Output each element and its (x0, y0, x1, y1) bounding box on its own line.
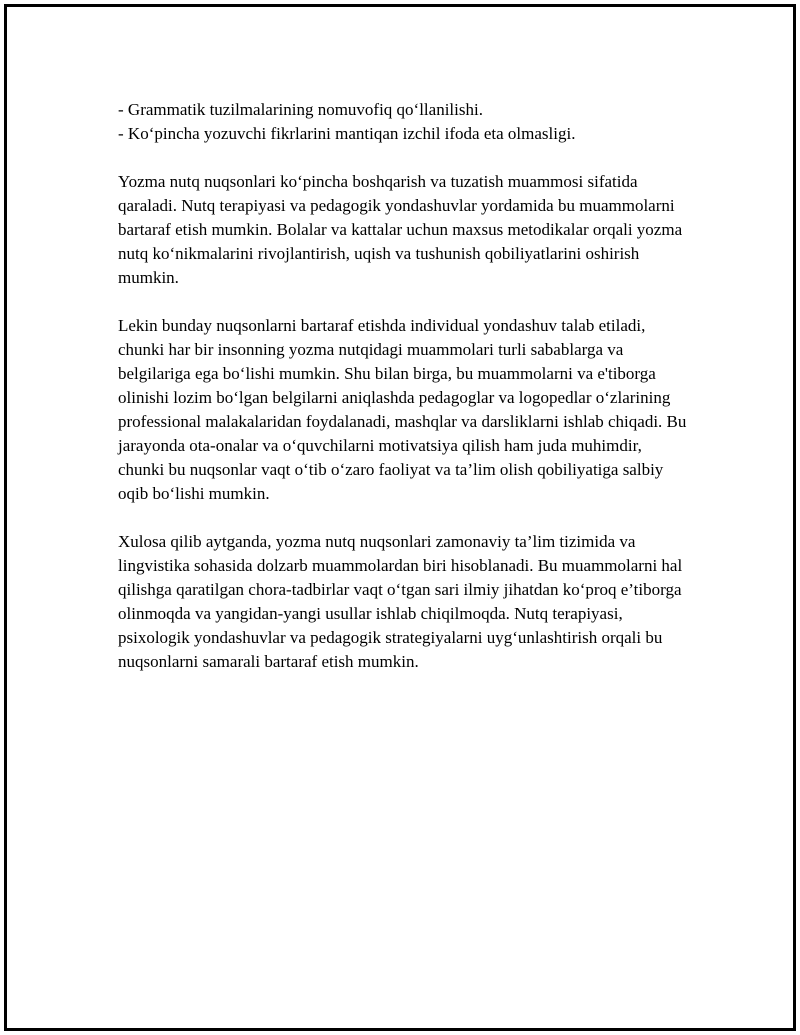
paragraph-individual-approach: Lekin bunday nuqsonlarni bartaraf etishda individual yondashuv talab etiladi, chunki har bir insonning yozma nutqidagi muammolari turli sabablarga va belgilariga ega bo‘lishi mumkin. Shu bilan birga, bu muammolarni va e'tiborga olinishi lozim bo‘lgan belgilarni aniqlashda pedagoglar va logopedlar o‘zlarining professional malakalaridan foydalanadi, mashqlar va darsliklarni ishlab chiqadi. Bu jarayonda ota-onalar va o‘quvchilarni motivatsiya qilish ham juda muhimdir, chunki bu nuqsonlar vaqt o‘tib o‘zaro faoliyat va ta’lim olish qobiliyatiga salbiy oqib bo‘lishi mumkin. (118, 316, 687, 503)
bullet-item: - Grammatik tuzilmalarining nomuvofiq qo‘llanilishi. (118, 100, 483, 119)
paragraph-conclusion: Xulosa qilib aytganda, yozma nutq nuqsonlari zamonaviy ta’lim tizimida va lingvistika sohasida dolzarb muammolardan biri hisoblanadi. Bu muammolarni hal qilishga qaratilgan chora-tadbirlar vaqt o‘tgan sari ilmiy jihatdan ko‘proq e’tiborga olinmoqda va yangidan-yangi usullar ishlab chiqilmoqda. Nutq terapiyasi, psixologik yondashuvlar va pedagogik strategiyalarni uyg‘unlashtirish orqali bu nuqsonlarni samarali bartaraf etish mumkin. (118, 532, 683, 671)
document-page (4, 4, 796, 1031)
bullet-item: - Ko‘pincha yozuvchi fikrlarini mantiqan izchil ifoda eta olmasligi. (118, 124, 576, 143)
bullet-list (118, 98, 688, 146)
paragraph-intro: Yozma nutq nuqsonlari ko‘pincha boshqarish va tuzatish muammosi sifatida qaraladi. Nutq terapiyasi va pedagogik yondashuvlar yordamida bu muammolarni bartaraf etish mumkin. Bolalar va kattalar uchun maxsus metodikalar orqali yozma nutq ko‘nikmalarini rivojlantirish, uqish va tushunish qobiliyatlarini oshirish mumkin. (118, 172, 683, 287)
document-body (118, 98, 688, 698)
